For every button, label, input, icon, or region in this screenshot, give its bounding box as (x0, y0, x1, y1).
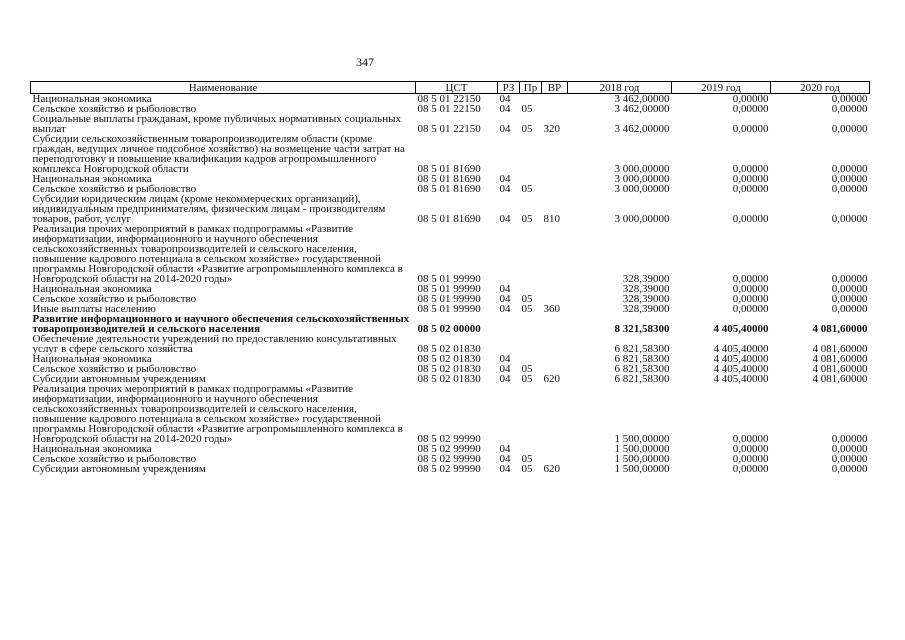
cell-2018: 3 462,00000 (614, 123, 670, 135)
cell-name: Национальная экономика (32, 173, 152, 185)
cell-rz (498, 384, 520, 444)
cell-vr (542, 314, 568, 334)
table-row (31, 194, 870, 224)
cell-rz: 04 (499, 453, 511, 465)
cell-2020: 0,00000 (831, 213, 868, 225)
cell-name: Субсидии сельскохозяйственным товаропроизводителям области (кроме граждан, ведущих личное подсобное хозяйство) на возмещение части затрат на переподготовку и повышение квалификации кадров агропромышленного комплекса Новгородской области (32, 133, 405, 175)
cell-2018: 3 462,00000 (614, 93, 670, 105)
cell-2019: 0,00000 (732, 183, 769, 195)
cell-cst: 08 5 02 01830 (417, 373, 481, 385)
cell-vr: 320 (543, 123, 560, 135)
cell-cst: 08 5 01 22150 (417, 93, 481, 105)
cell-2020: 0,00000 (831, 293, 868, 305)
cell-name: Субсидии автономным учреждениям (32, 373, 206, 385)
cell-cst: 08 5 01 99990 (417, 293, 481, 305)
cell-vr (542, 224, 568, 284)
cell-vr (542, 94, 568, 105)
cell-name: Сельское хозяйство и рыболовство (32, 293, 197, 305)
cell-2019: 0,00000 (732, 103, 769, 115)
cell-2018: 3 000,00000 (614, 163, 670, 175)
table-row (31, 134, 870, 174)
cell-name: Сельское хозяйство и рыболовство (32, 183, 197, 195)
table-row (31, 224, 870, 284)
cell-2019: 0,00000 (732, 123, 769, 135)
cell-rz: 04 (499, 443, 511, 455)
budget-table (30, 81, 870, 474)
cell-2020: 0,00000 (831, 433, 868, 445)
cell-2018: 3 000,00000 (614, 183, 670, 195)
cell-vr (542, 384, 568, 444)
cell-name: Развитие информационного и научного обеспечения сельскохозяйственных товаропроизводителей и сельского населения (32, 313, 410, 335)
cell-rz: 04 (499, 123, 511, 135)
cell-2020: 0,00000 (831, 283, 868, 295)
cell-2019: 0,00000 (732, 173, 769, 185)
cell-2018: 3 000,00000 (614, 213, 670, 225)
cell-pr (520, 384, 542, 444)
table-row (31, 334, 870, 354)
cell-pr: 05 (521, 103, 533, 115)
cell-rz: 04 (499, 463, 511, 475)
cell-vr (542, 184, 568, 194)
cell-cst: 08 5 01 22150 (417, 123, 481, 135)
cell-name: Реализация прочих мероприятий в рамках подпрограммы «Развитие информатизации, информационного и научного обеспечения сельскохозяйственных товаропроизводителей и сельского населения, повышение кадрового потенциала в сельском хозяйстве» государственной программы Новгородской области «Развитие агропромышленного комплекса в Новгородской области на 2014-2020 годы» (32, 383, 403, 445)
cell-rz: 04 (499, 293, 511, 305)
cell-2019: 4 405,40000 (713, 353, 769, 365)
cell-2019: 4 405,40000 (713, 363, 769, 375)
cell-2020: 0,00000 (831, 273, 868, 285)
cell-2019: 0,00000 (732, 283, 769, 295)
cell-pr (520, 224, 542, 284)
header-cst: ЦСТ (416, 82, 498, 94)
cell-2018: 328,39000 (622, 303, 670, 315)
cell-2018: 3 462,00000 (614, 103, 670, 115)
cell-pr: 05 (521, 303, 533, 315)
cell-name: Национальная экономика (32, 353, 152, 365)
cell-2020: 4 081,60000 (812, 323, 868, 335)
cell-2018: 1 500,00000 (614, 433, 670, 445)
header-2018: 2018 год (568, 82, 672, 94)
cell-pr: 05 (521, 293, 533, 305)
cell-2018: 8 321,58300 (614, 323, 670, 335)
cell-name: Национальная экономика (32, 93, 152, 105)
header-vr: ВР (542, 82, 568, 94)
cell-2019: 4 405,40000 (713, 323, 769, 335)
header-name: Наименование (31, 82, 416, 94)
cell-pr: 05 (521, 373, 533, 385)
table-header (31, 82, 870, 94)
cell-2018: 3 000,00000 (614, 173, 670, 185)
cell-rz: 04 (499, 373, 511, 385)
cell-vr: 810 (543, 213, 560, 225)
cell-rz: 04 (499, 213, 511, 225)
cell-vr: 620 (543, 373, 560, 385)
cell-2019: 0,00000 (732, 463, 769, 475)
cell-2020: 0,00000 (831, 463, 868, 475)
cell-vr (542, 334, 568, 354)
cell-2018: 6 821,58300 (614, 353, 670, 365)
cell-cst: 08 5 02 99990 (417, 433, 481, 445)
cell-name: Национальная экономика (32, 443, 152, 455)
cell-rz: 04 (499, 303, 511, 315)
cell-2018: 328,39000 (622, 273, 670, 285)
cell-2019: 0,00000 (732, 163, 769, 175)
cell-2020: 4 081,60000 (812, 363, 868, 375)
cell-cst: 08 5 01 81690 (417, 173, 481, 185)
header-row (31, 82, 870, 94)
cell-vr (542, 134, 568, 174)
cell-2020: 4 081,60000 (812, 373, 868, 385)
table-row (31, 314, 870, 334)
cell-vr: 360 (543, 303, 560, 315)
cell-2019: 0,00000 (732, 453, 769, 465)
cell-pr (520, 334, 542, 354)
table-body (31, 94, 870, 475)
cell-name: Иные выплаты населению (32, 303, 156, 315)
cell-2018: 6 821,58300 (614, 343, 670, 355)
header-2020: 2020 год (771, 82, 870, 94)
cell-2018: 1 500,00000 (614, 443, 670, 455)
table-row (31, 384, 870, 444)
cell-pr: 05 (521, 183, 533, 195)
cell-cst: 08 5 02 99990 (417, 443, 481, 455)
cell-2020: 4 081,60000 (812, 353, 868, 365)
cell-2020: 0,00000 (831, 103, 868, 115)
cell-name: Обеспечение деятельности учреждений по предоставлению консультативных услуг в сфере сельского хозяйства (32, 333, 397, 355)
cell-vr (542, 104, 568, 114)
cell-name: Реализация прочих мероприятий в рамках подпрограммы «Развитие информатизации, информационного и научного обеспечения сельскохозяйственных товаропроизводителей и сельского населения, повышение кадрового потенциала в сельском хозяйстве» государственной программы Новгородской области «Развитие агропромышленного комплекса в Новгородской области на 2014-2020 годы» (32, 223, 403, 285)
cell-2018: 1 500,00000 (614, 453, 670, 465)
cell-rz: 04 (499, 353, 511, 365)
cell-cst: 08 5 02 01830 (417, 363, 481, 375)
cell-vr (542, 174, 568, 184)
cell-cst: 08 5 01 99990 (417, 303, 481, 315)
cell-rz (498, 334, 520, 354)
cell-2018: 6 821,58300 (614, 363, 670, 375)
cell-name: Социальные выплаты гражданам, кроме публичных нормативных социальных выплат (32, 113, 401, 135)
cell-cst: 08 5 01 81690 (417, 163, 481, 175)
cell-rz: 04 (499, 363, 511, 375)
cell-vr: 620 (543, 463, 560, 475)
cell-2020: 0,00000 (831, 93, 868, 105)
cell-vr (542, 284, 568, 294)
cell-cst: 08 5 01 99990 (417, 273, 481, 285)
cell-pr: 05 (521, 453, 533, 465)
cell-pr: 05 (521, 213, 533, 225)
cell-cst: 08 5 01 99990 (417, 283, 481, 295)
cell-cst: 08 5 02 01830 (417, 353, 481, 365)
cell-cst: 08 5 01 81690 (417, 183, 481, 195)
cell-2019: 0,00000 (732, 213, 769, 225)
cell-2019: 0,00000 (732, 273, 769, 285)
cell-2018: 328,39000 (622, 283, 670, 295)
cell-2020: 0,00000 (831, 123, 868, 135)
header-2019: 2019 год (672, 82, 771, 94)
cell-rz (498, 134, 520, 174)
cell-2019: 4 405,40000 (713, 373, 769, 385)
cell-rz: 04 (499, 283, 511, 295)
cell-pr: 05 (521, 123, 533, 135)
table-row (31, 464, 870, 474)
cell-2020: 4 081,60000 (812, 343, 868, 355)
cell-2019: 0,00000 (732, 433, 769, 445)
cell-2019: 0,00000 (732, 443, 769, 455)
cell-rz (498, 314, 520, 334)
cell-cst: 08 5 01 22150 (417, 103, 481, 115)
cell-cst: 08 5 01 81690 (417, 213, 481, 225)
cell-name: Сельское хозяйство и рыболовство (32, 103, 197, 115)
cell-2019: 4 405,40000 (713, 343, 769, 355)
cell-2018: 6 821,58300 (614, 373, 670, 385)
cell-name: Сельское хозяйство и рыболовство (32, 453, 197, 465)
cell-2020: 0,00000 (831, 303, 868, 315)
header-pr: Пр (520, 82, 542, 94)
cell-rz: 04 (499, 103, 511, 115)
cell-rz: 04 (499, 173, 511, 185)
cell-2020: 0,00000 (831, 453, 868, 465)
cell-2020: 0,00000 (831, 173, 868, 185)
cell-cst: 08 5 02 99990 (417, 463, 481, 475)
cell-2020: 0,00000 (831, 443, 868, 455)
cell-name: Национальная экономика (32, 283, 152, 295)
cell-2020: 0,00000 (831, 183, 868, 195)
cell-name: Сельское хозяйство и рыболовство (32, 363, 197, 375)
cell-2018: 1 500,00000 (614, 463, 670, 475)
table-row (31, 114, 870, 134)
cell-name: Субсидии автономным учреждениям (32, 463, 206, 475)
cell-pr: 05 (521, 463, 533, 475)
cell-rz (498, 224, 520, 284)
cell-rz: 04 (499, 93, 511, 105)
cell-2019: 0,00000 (732, 303, 769, 315)
cell-cst: 08 5 02 00000 (417, 323, 481, 335)
cell-pr: 05 (521, 363, 533, 375)
page-number: 347 (356, 55, 374, 69)
cell-2018: 328,39000 (622, 293, 670, 305)
cell-name: Субсидии юридическим лицам (кроме некоммерческих организаций), индивидуальным предпринимателям, физическим лицам - производителям товаров, работ, услуг (32, 193, 386, 225)
cell-pr (520, 314, 542, 334)
cell-vr (542, 444, 568, 454)
cell-vr (542, 354, 568, 364)
cell-pr (520, 134, 542, 174)
header-rz: РЗ (498, 82, 520, 94)
cell-2019: 0,00000 (732, 293, 769, 305)
cell-rz: 04 (499, 183, 511, 195)
cell-2019: 0,00000 (732, 93, 769, 105)
cell-2020: 0,00000 (831, 163, 868, 175)
cell-cst: 08 5 02 99990 (417, 453, 481, 465)
cell-cst: 08 5 02 01830 (417, 343, 481, 355)
